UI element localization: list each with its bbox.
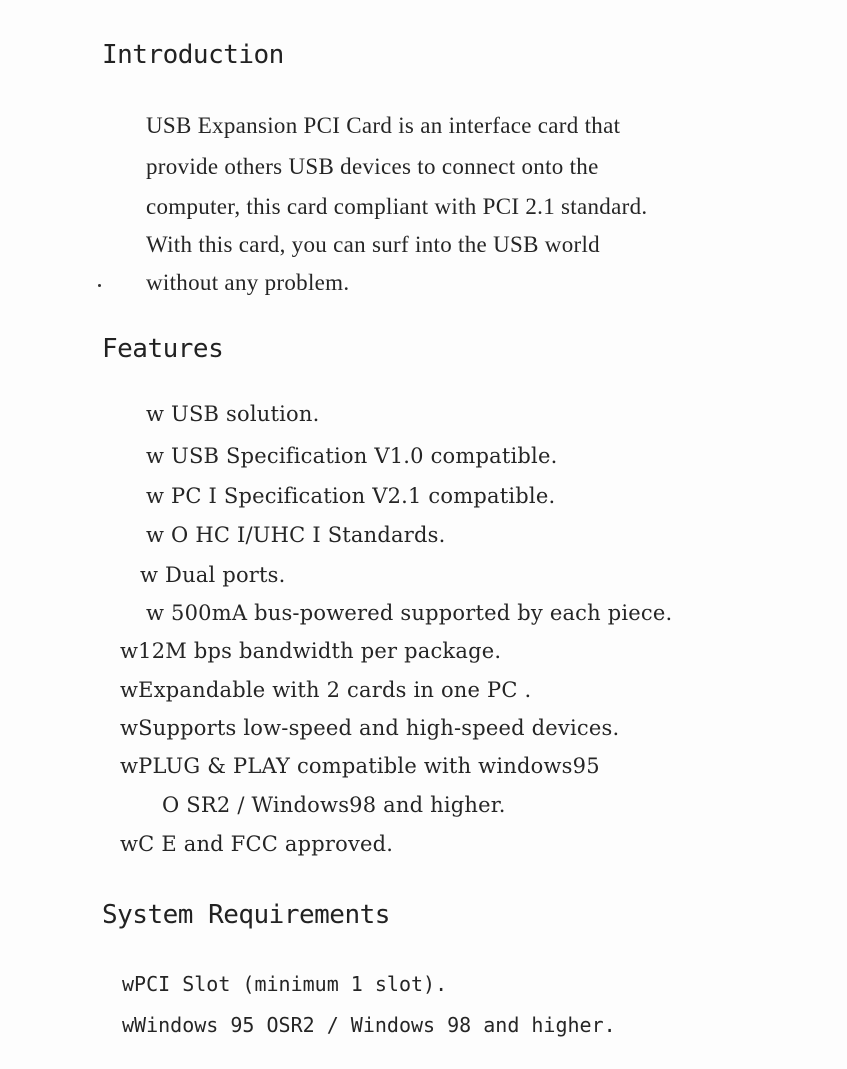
feature-item: w USB solution. (146, 402, 320, 426)
feature-item: wSupports low-speed and high-speed devices. (120, 716, 620, 740)
feature-item: w 500mA bus-powered supported by each piece. (146, 601, 673, 625)
feature-item: w12M bps bandwidth per package. (120, 639, 502, 663)
feature-item: wExpandable with 2 cards in one PC . (120, 678, 532, 702)
intro-line: computer, this card compliant with PCI 2.1 standard. (146, 194, 648, 219)
intro-line: provide others USB devices to connect onto the (146, 154, 599, 179)
requirement-item: wWindows 95 OSR2 / Windows 98 and higher. (122, 1013, 616, 1037)
stray-dot-mark (98, 284, 101, 287)
intro-line: without any problem. (146, 270, 350, 295)
feature-item: w PC I Specification V2.1 compatible. (146, 484, 556, 508)
intro-line: USB Expansion PCI Card is an interface card that (146, 113, 621, 138)
feature-item: wPLUG & PLAY compatible with windows95 (120, 754, 600, 778)
system-requirements-heading: System Requirements (102, 900, 390, 930)
feature-item: w O HC I/UHC I Standards. (146, 523, 446, 547)
requirement-item: wPCI Slot (minimum 1 slot). (122, 972, 448, 996)
features-heading: Features (102, 334, 224, 364)
intro-line: With this card, you can surf into the USB world (146, 232, 600, 257)
feature-item: O SR2 / Windows98 and higher. (162, 793, 506, 817)
feature-item: w USB Specification V1.0 compatible. (146, 444, 558, 468)
feature-item: wC E and FCC approved. (120, 832, 394, 856)
feature-item: w Dual ports. (140, 563, 286, 587)
introduction-heading: Introduction (102, 40, 284, 70)
